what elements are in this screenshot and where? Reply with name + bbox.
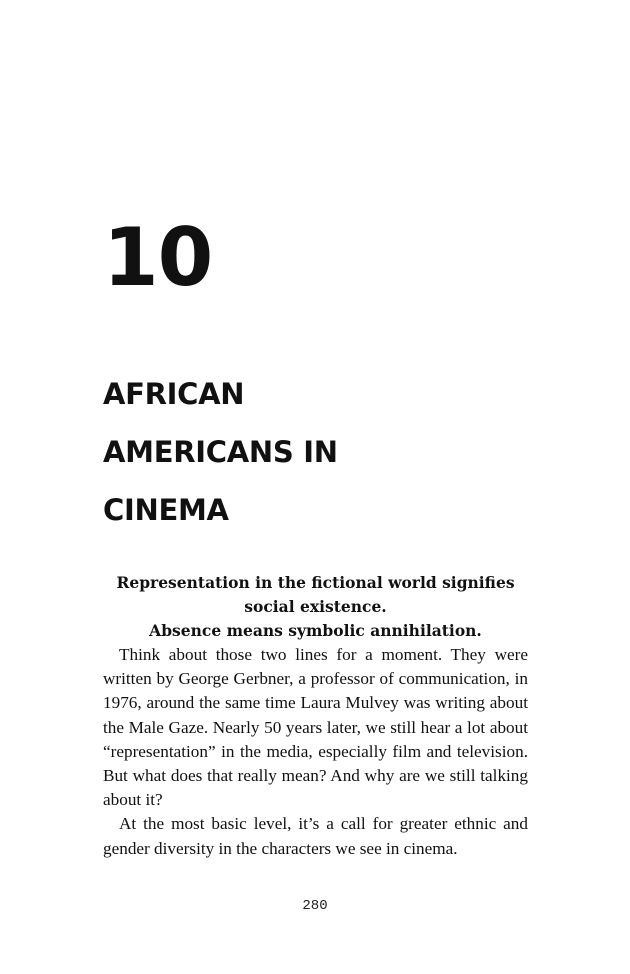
page-number: 280: [302, 898, 328, 914]
paragraph: Think about those two lines for a moment. They were written by George Gerbner, a professor of communication, in 1976, around the same time Laura Mulvey was writing about the Male Gaze. Nearly 50 years later, we still hear a lot about “representation” in the media, especially film and television. But what does that really mean? And why are we still talking about it?: [103, 645, 528, 810]
chapter-number: 10: [103, 211, 213, 304]
paragraph: At the most basic level, it’s a call for greater ethnic and gender diversity in the characters we see in cinema.: [103, 814, 528, 858]
epigraph-line: Absence means symbolic annihilation.: [149, 621, 482, 640]
body-text: [103, 643, 528, 861]
chapter-title-line: AMERICANS IN: [103, 435, 338, 469]
chapter-title: [103, 365, 523, 539]
epigraph: [103, 571, 528, 643]
epigraph-line: Representation in the fictional world signifies social existence.: [116, 573, 515, 616]
chapter-title-line: CINEMA: [103, 493, 229, 527]
chapter-title-line: AFRICAN: [103, 377, 245, 411]
